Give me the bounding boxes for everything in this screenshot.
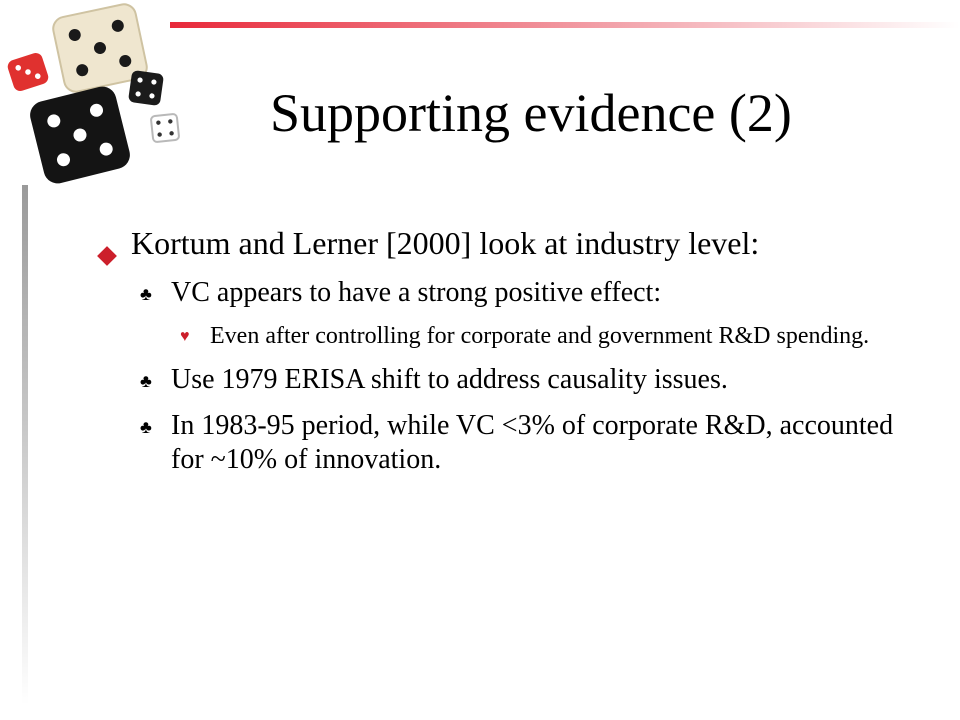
bullet-item-controlling <box>180 322 900 351</box>
diamond-bullet-icon <box>100 233 114 271</box>
large-black-die-icon <box>27 84 133 187</box>
club-bullet-icon: ♣ <box>140 417 152 437</box>
red-die-icon <box>6 51 50 93</box>
club-bullet-icon: ♣ <box>140 371 152 391</box>
slide-title: Supporting evidence (2) <box>270 83 792 143</box>
tiny-white-die-icon <box>151 114 180 143</box>
top-accent-rule <box>170 22 960 28</box>
bullet-item-erisa <box>140 363 900 397</box>
bullet-text: Use 1979 ERISA shift to address causality issues. <box>171 364 728 395</box>
bullet-list <box>100 224 900 489</box>
bullet-text: In 1983-95 period, while VC <3% of corporate R&D, accounted for ~10% of innovation. <box>171 410 894 475</box>
left-accent-rule <box>22 185 28 705</box>
bullet-item-vc-effect <box>140 276 900 310</box>
heart-bullet-icon: ♥ <box>180 328 190 345</box>
club-bullet-icon: ♣ <box>140 284 152 304</box>
dice-icon <box>0 0 200 190</box>
bullet-item-innovation-share <box>140 409 900 477</box>
bullet-item-kortum-lerner <box>100 224 900 262</box>
small-black-die-icon <box>128 70 164 106</box>
bullet-text: Even after controlling for corporate and government R&D spending. <box>210 323 870 349</box>
bullet-text: VC appears to have a strong positive effect: <box>171 277 662 308</box>
bullet-text: Kortum and Lerner [2000] look at industry level: <box>131 225 760 261</box>
